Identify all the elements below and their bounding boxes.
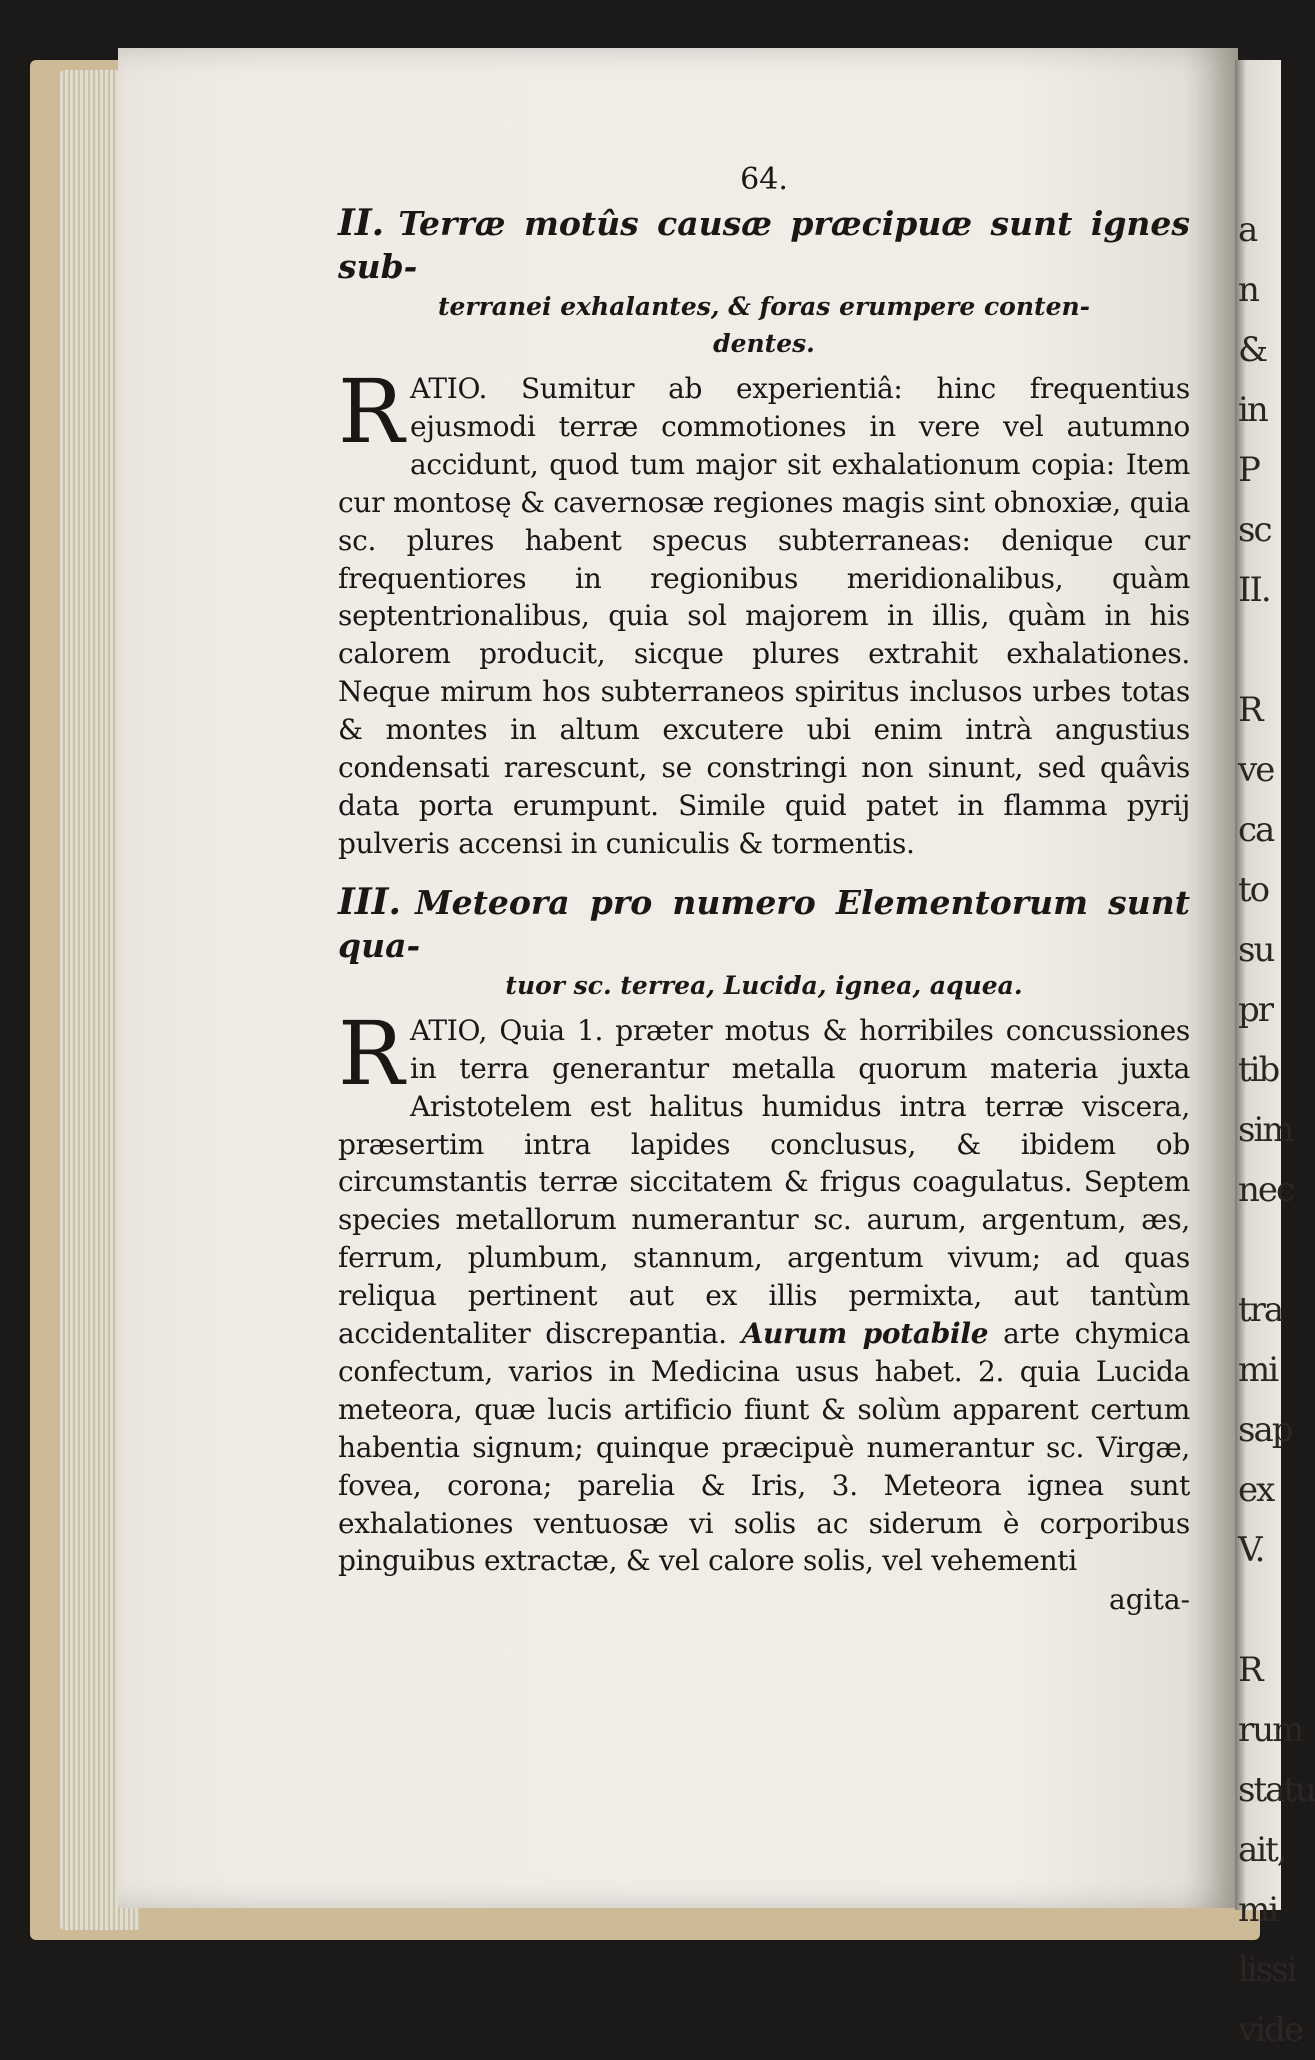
thesis-2-line3: dentes. bbox=[713, 329, 815, 358]
aurum-potabile-phrase: Aurum potabile bbox=[741, 1317, 989, 1351]
thesis-3-heading bbox=[338, 881, 1190, 1004]
thesis-3-line2: tuor sc. terrea, Lucida, ignea, aquea. bbox=[505, 970, 1023, 1000]
thesis-2-line2: terranei exhalantes, & foras erumpere conten- bbox=[437, 292, 1091, 321]
paragraph-2-text-b: arte chymica confectum, varios in Medicina usus habet. 2. quia Lucida meteora, quæ lucis artificio fiunt & solùm apparent certum habentia signum; quinque præcipuè numerantur sc. Virgæ, fovea, corona; parelia & Iris, 3. Meteora ignea sunt exhalationes ventuosæ vi solis ac siderum è corporibus pinguibus extractæ, & vel calore solis, vel vehementi bbox=[338, 1317, 1190, 1578]
catchword: agita- bbox=[1109, 1583, 1190, 1617]
drop-cap: R bbox=[338, 360, 404, 463]
drop-cap: R bbox=[338, 1001, 404, 1105]
thesis-3-number: III. bbox=[338, 880, 402, 923]
paragraph-1-text: ATIO. Sumitur ab experientiâ: hinc frequentius ejusmodi terræ commotiones in vere vel autumno accidunt, quod tum major sit exhalationum copia: Item cur montosę & cavernosæ regiones magis sint obnoxiæ, quia sc. plures habent specus subterraneas: denique cur frequentiores in regionibus meridionalibus, quàm septentrionalibus, quia sol majorem in illis, quàm in his calorem producit, sicque plures extrahit exhalationes. Neque mirum hos subterraneos spiritus inclusos urbes totas & montes in altum excutere ubi enim intrà angustius condensati rarescunt, se constringi non sinunt, sed quâvis data porta erumpunt. Simile quid patet in flamma pyrij pulveris accensi in cuniculis & tormentis. bbox=[338, 372, 1190, 860]
ratio-paragraph-1 bbox=[338, 360, 1190, 863]
page-text bbox=[338, 160, 1190, 1620]
ratio-paragraph-2 bbox=[338, 1001, 1190, 1581]
paragraph-2-text-a: ATIO, Quia 1. præter motus & horribiles concussiones in terra generantur metalla quorum materia juxta Aristotelem est halitus humidus intra terræ viscera, præsertim intra lapides conclusus, & ibidem ob circumstantis terræ siccitatem & frigus coagulatus. Septem species metallorum numerantur sc. aurum, argentum, æs, ferrum, plumbum, stannum, argentum vivum; ad quas reliqua pertinent aut ex illis permixta, aut tantùm accidentaliter discrepantia. bbox=[338, 1013, 1190, 1351]
thesis-2-number: II. bbox=[338, 202, 385, 244]
facing-page-text: a n & in P sc II. R ve ca to su pr tib sim nec tra mi sap ex V. R rum statu ait, mi lissi vide bbox=[1238, 210, 1315, 2050]
thesis-3-line1: Meteora pro numero Elementorum sunt qua- bbox=[338, 882, 1190, 965]
thesis-2-heading bbox=[338, 202, 1190, 362]
thesis-2-line1: Terræ motûs causæ præcipuæ sunt ignes sub- bbox=[338, 204, 1190, 286]
page-number: 64. bbox=[740, 162, 788, 197]
